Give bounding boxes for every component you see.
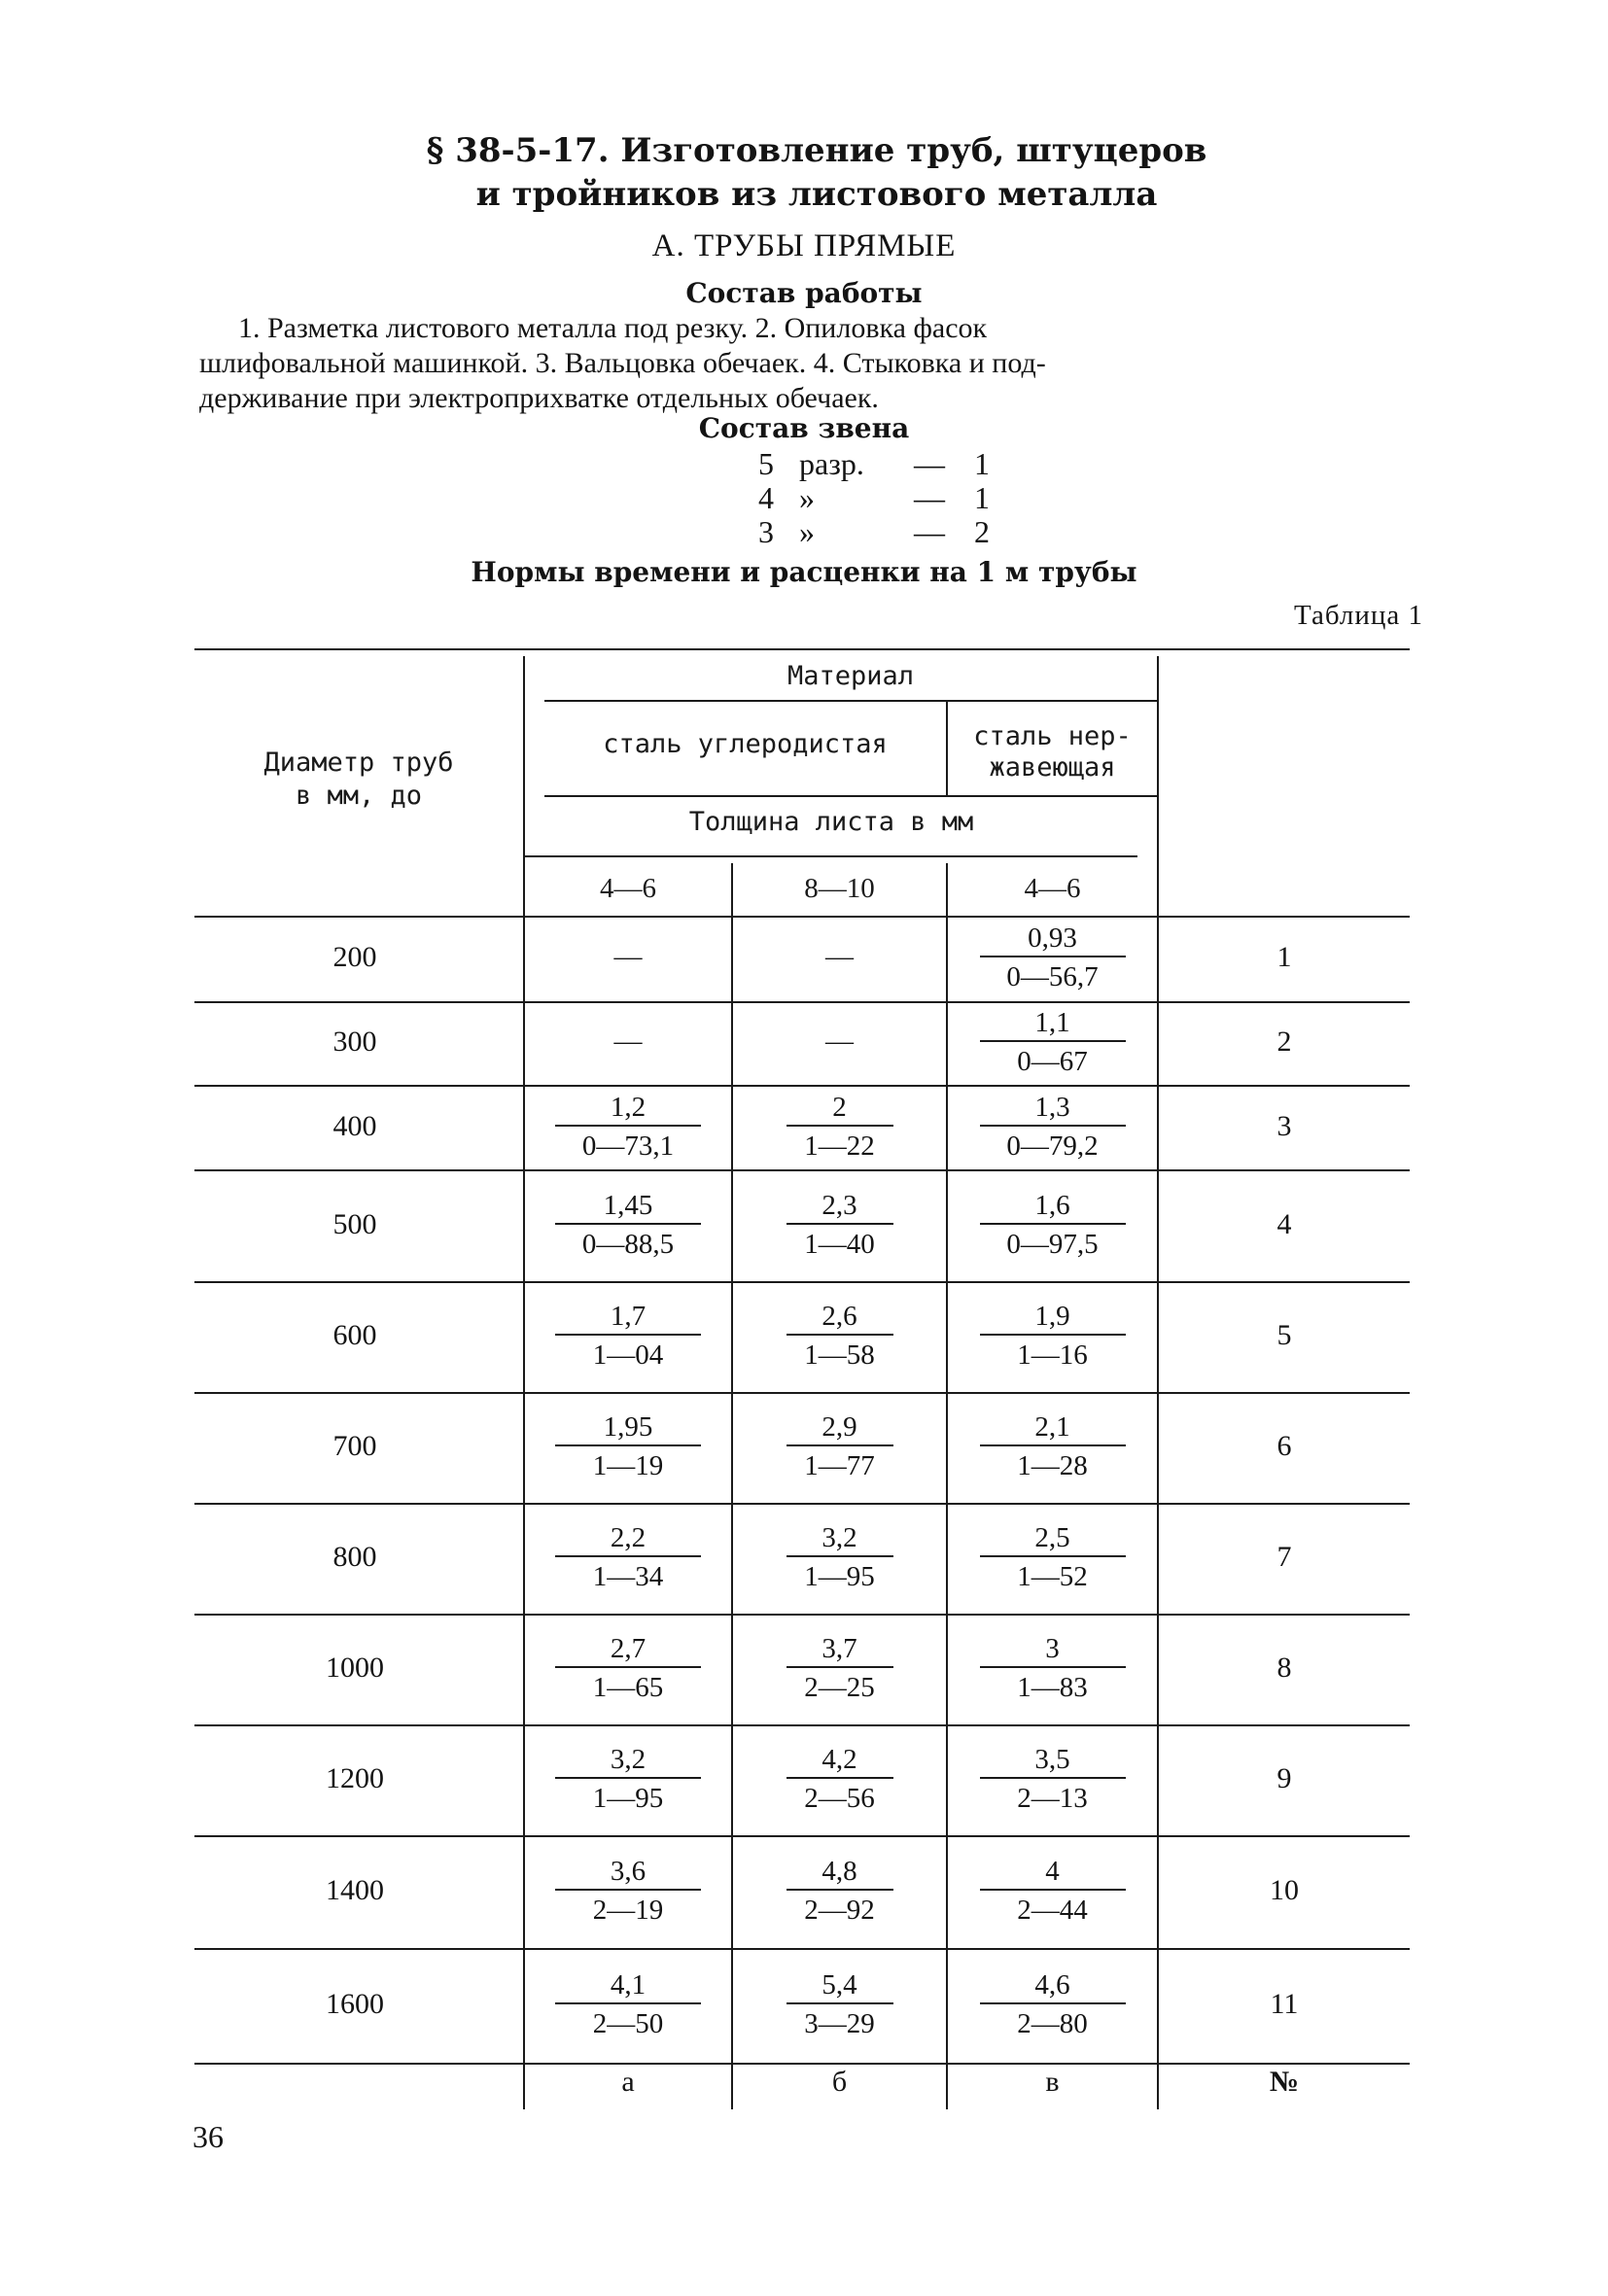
crew-unit: разр. (799, 446, 864, 481)
section-title-line2: и тройников из листового металла (475, 175, 1158, 214)
crew-count: 1 (974, 446, 990, 481)
fraction-bar (980, 1223, 1126, 1225)
crew-list (758, 447, 1011, 549)
price-rate: 0—97,5 (1006, 1228, 1099, 1260)
diameter-cell: 600 (332, 1319, 377, 1351)
stainless-steel-header (948, 721, 1157, 783)
time-norm: 1,6 (1034, 1189, 1070, 1221)
row-number: 3 (1276, 1109, 1292, 1142)
price-rate: 0—88,5 (581, 1228, 675, 1260)
empty-cell-dash: — (825, 1026, 854, 1057)
fraction-bar (787, 1334, 893, 1336)
fraction-bar (980, 1334, 1126, 1336)
crew-title: Состав звена (698, 412, 910, 444)
fraction-bar (980, 1125, 1126, 1127)
price-rate: 2—80 (1017, 2008, 1088, 2039)
fraction-bar (787, 1223, 893, 1225)
fraction-bar (787, 1889, 893, 1891)
price-rate: 1—19 (592, 1450, 664, 1481)
work-composition-title: Состав работы (685, 277, 923, 309)
diameter-cell: 500 (332, 1207, 377, 1240)
diameter-cell: 200 (332, 941, 377, 973)
norm-rate-fraction (787, 1968, 893, 2040)
price-rate: 1—16 (1017, 1339, 1088, 1371)
diameter-cell: 1600 (326, 1988, 384, 2020)
price-rate: 3—29 (804, 2008, 875, 2039)
row-rule (194, 916, 1410, 918)
price-rate: 0—73,1 (581, 1130, 675, 1162)
fraction-bar (555, 1666, 701, 1668)
price-rate: 2—13 (1017, 1783, 1088, 1814)
row-number: 6 (1276, 1430, 1292, 1462)
time-norm: 2 (832, 1091, 847, 1123)
thickness-v: 4—6 (1024, 873, 1081, 904)
row-rule (194, 1614, 1410, 1616)
price-rate: 1—65 (592, 1672, 664, 1703)
row-rule (194, 1503, 1410, 1505)
fraction-bar (555, 1223, 701, 1225)
diameter-cell: 700 (332, 1430, 377, 1462)
material-header: Материал (787, 661, 915, 691)
norm-rate-fraction (555, 1521, 701, 1593)
time-norm: 3 (1045, 1633, 1060, 1664)
fraction-bar (980, 1444, 1126, 1446)
fraction-bar (787, 2002, 893, 2004)
rule-under-thickness (525, 855, 1137, 857)
norm-rate-fraction (980, 922, 1126, 993)
fraction-bar (787, 1555, 893, 1557)
fraction-bar (980, 1040, 1126, 1042)
price-rate: 2—50 (592, 2008, 664, 2039)
norm-rate-fraction (980, 1189, 1126, 1261)
crew-unit: » (799, 514, 815, 549)
price-rate: 1—77 (804, 1450, 875, 1481)
time-norm: 1,45 (603, 1189, 653, 1221)
price-rate: 2—25 (804, 1672, 875, 1703)
diameter-cell: 1200 (326, 1762, 384, 1794)
norm-rate-fraction (787, 1189, 893, 1261)
norm-rate-fraction (980, 1006, 1126, 1078)
work-text-line2: шлифовальной машинкой. 3. Вальцовка обечаек. 4. Стыковка и под- (199, 347, 1046, 379)
price-rate: 2—92 (804, 1895, 875, 1926)
norm-rate-fraction (980, 1632, 1126, 1704)
column-label-v: в (1045, 2066, 1060, 2098)
fraction-bar (787, 1666, 893, 1668)
row-rule (194, 1085, 1410, 1087)
stainless-line1: сталь нер- (973, 721, 1132, 751)
norm-rate-fraction (787, 1300, 893, 1372)
price-rate: 1—58 (804, 1339, 875, 1371)
norm-rate-fraction (787, 1410, 893, 1482)
crew-grade: 5 (758, 446, 774, 481)
norm-rate-fraction (980, 1410, 1126, 1482)
price-rate: 1—95 (804, 1561, 875, 1592)
rule-under-steel (544, 795, 1157, 797)
price-rate: 1—22 (804, 1130, 875, 1162)
row-number: 4 (1276, 1207, 1292, 1240)
price-rate: 1—28 (1017, 1450, 1088, 1481)
crew-count: 1 (974, 480, 990, 515)
time-norm: 1,3 (1034, 1091, 1070, 1123)
thickness-b: 8—10 (804, 873, 875, 904)
norm-rate-fraction (980, 1091, 1126, 1163)
diameter-cell: 1400 (326, 1874, 384, 1906)
norm-rate-fraction (980, 1300, 1126, 1372)
norm-rate-fraction (787, 1521, 893, 1593)
diameter-cell: 300 (332, 1026, 377, 1058)
empty-cell-dash: — (613, 1026, 643, 1057)
row-number: 1 (1276, 941, 1292, 973)
row-number: 5 (1276, 1319, 1292, 1351)
price-rate: 1—83 (1017, 1672, 1088, 1703)
time-norm: 4,8 (821, 1856, 857, 1887)
row-rule (194, 1724, 1410, 1726)
section-title: § 38-5-17. Изготовление труб, штуцеров (426, 131, 1207, 170)
row-rule (194, 1835, 1410, 1837)
norm-rate-fraction (555, 1632, 701, 1704)
diameter-cell: 400 (332, 1109, 377, 1142)
page-number: 36 (192, 2119, 224, 2154)
row-number: 10 (1270, 1874, 1299, 1906)
price-rate: 1—52 (1017, 1561, 1088, 1592)
fraction-bar (980, 1889, 1126, 1891)
time-norm: 1,2 (610, 1091, 647, 1123)
time-norm: 2,5 (1034, 1522, 1070, 1553)
time-norm: 5,4 (821, 1969, 857, 2000)
crew-row (758, 447, 1011, 481)
time-norm: 1,95 (603, 1411, 653, 1443)
time-norm: 4,2 (821, 1744, 857, 1775)
time-norm: 4,1 (610, 1969, 647, 2000)
norm-rate-fraction (980, 1743, 1126, 1815)
fraction-bar (980, 1555, 1126, 1557)
fraction-bar (555, 1444, 701, 1446)
norm-rate-fraction (555, 1855, 701, 1927)
norm-rate-fraction (980, 1521, 1126, 1593)
subsection-title: А. ТРУБЫ ПРЯМЫЕ (651, 228, 957, 263)
row-number: 7 (1276, 1541, 1292, 1573)
fraction-bar (980, 1666, 1126, 1668)
norm-rate-fraction (555, 1300, 701, 1372)
norm-rate-fraction (555, 1410, 701, 1482)
time-norm: 2,1 (1034, 1411, 1070, 1443)
norm-rate-fraction (980, 1968, 1126, 2040)
price-rate: 1—04 (592, 1339, 664, 1371)
time-norm: 4,6 (1034, 1969, 1070, 2000)
time-norm: 3,2 (821, 1522, 857, 1553)
time-norm: 0,93 (1028, 922, 1077, 954)
fraction-bar (555, 2002, 701, 2004)
price-rate: 1—95 (592, 1783, 664, 1814)
time-norm: 3,2 (610, 1744, 647, 1775)
time-norm: 3,6 (610, 1856, 647, 1887)
column-label-no: № (1269, 2066, 1300, 2098)
price-rate: 2—19 (592, 1895, 664, 1926)
table-bottom-rule (194, 2063, 1410, 2065)
thickness-header: Толщина листа в мм (688, 807, 974, 837)
time-norm: 2,6 (821, 1301, 857, 1332)
stainless-line2: жавеющая (989, 752, 1116, 783)
diameter-cell: 800 (332, 1541, 377, 1573)
fraction-bar (555, 1889, 701, 1891)
norms-title: Нормы времени и расценки на 1 м трубы (471, 556, 1137, 588)
fraction-bar (787, 1777, 893, 1779)
row-number: 2 (1276, 1026, 1292, 1058)
norm-rate-fraction (980, 1855, 1126, 1927)
fraction-bar (555, 1555, 701, 1557)
price-rate: 0—56,7 (1006, 961, 1099, 992)
crew-count: 2 (974, 514, 990, 549)
row-number: 9 (1276, 1762, 1292, 1794)
diameter-header-line1: Диаметр труб (263, 748, 454, 778)
time-norm: 2,2 (610, 1522, 647, 1553)
price-rate: 2—44 (1017, 1895, 1088, 1926)
column-label-a: а (621, 2066, 635, 2098)
norm-rate-fraction (555, 1091, 701, 1163)
table-top-rule (194, 648, 1410, 650)
fraction-bar (555, 1777, 701, 1779)
row-rule (194, 1169, 1410, 1171)
fraction-bar (787, 1444, 893, 1446)
time-norm: 1,7 (610, 1301, 647, 1332)
rule-under-material (544, 700, 1157, 702)
crew-row (758, 481, 1011, 515)
crew-grade: 4 (758, 480, 774, 515)
empty-cell-dash: — (613, 941, 643, 972)
norm-rate-fraction (787, 1855, 893, 1927)
row-number: 8 (1276, 1652, 1292, 1684)
norm-rate-fraction (555, 1968, 701, 2040)
norm-rate-fraction (555, 1743, 701, 1815)
crew-grade: 3 (758, 514, 774, 549)
fraction-bar (980, 1777, 1126, 1779)
time-norm: 4 (1045, 1856, 1060, 1887)
table-label: Таблица 1 (1293, 600, 1423, 631)
price-rate: 1—34 (592, 1561, 664, 1592)
diameter-cell: 1000 (326, 1652, 384, 1684)
norm-rate-fraction (555, 1189, 701, 1261)
fraction-bar (980, 2002, 1126, 2004)
norm-rate-fraction (787, 1091, 893, 1163)
time-norm: 3,5 (1034, 1744, 1070, 1775)
row-number: 11 (1270, 1988, 1299, 2020)
norm-rate-fraction (787, 1632, 893, 1704)
crew-unit: » (799, 480, 815, 515)
price-rate: 1—40 (804, 1228, 875, 1260)
carbon-steel-header: сталь углеродистая (603, 729, 888, 759)
crew-dash: — (914, 480, 945, 515)
row-rule (194, 1948, 1410, 1950)
norm-rate-fraction (787, 1743, 893, 1815)
row-rule (194, 1281, 1410, 1283)
time-norm: 1,9 (1034, 1301, 1070, 1332)
time-norm: 2,3 (821, 1189, 857, 1221)
diameter-header-line2: в мм, до (295, 781, 423, 811)
row-rule (194, 1001, 1410, 1003)
time-norm: 3,7 (821, 1633, 857, 1664)
fraction-bar (980, 956, 1126, 957)
crew-row (758, 515, 1011, 549)
price-rate: 2—56 (804, 1783, 875, 1814)
time-norm: 2,7 (610, 1633, 647, 1664)
thickness-a: 4—6 (600, 873, 656, 904)
work-text-line3: держивание при электроприхватке отдельных обечаек. (199, 382, 879, 414)
empty-cell-dash: — (825, 941, 854, 972)
row-rule (194, 1392, 1410, 1394)
time-norm: 1,1 (1034, 1007, 1070, 1038)
column-label-b: б (831, 2066, 848, 2098)
time-norm: 2,9 (821, 1411, 857, 1443)
fraction-bar (787, 1125, 893, 1127)
price-rate: 0—79,2 (1006, 1130, 1099, 1162)
price-rate: 0—67 (1017, 1046, 1088, 1077)
fraction-bar (555, 1334, 701, 1336)
diameter-header (194, 747, 523, 813)
fraction-bar (555, 1125, 701, 1127)
crew-dash: — (914, 446, 945, 481)
crew-dash: — (914, 514, 945, 549)
work-text-line1: 1. Разметка листового металла под резку. 2. Опиловка фасок (238, 312, 988, 344)
table-vline-3 (946, 863, 948, 2109)
